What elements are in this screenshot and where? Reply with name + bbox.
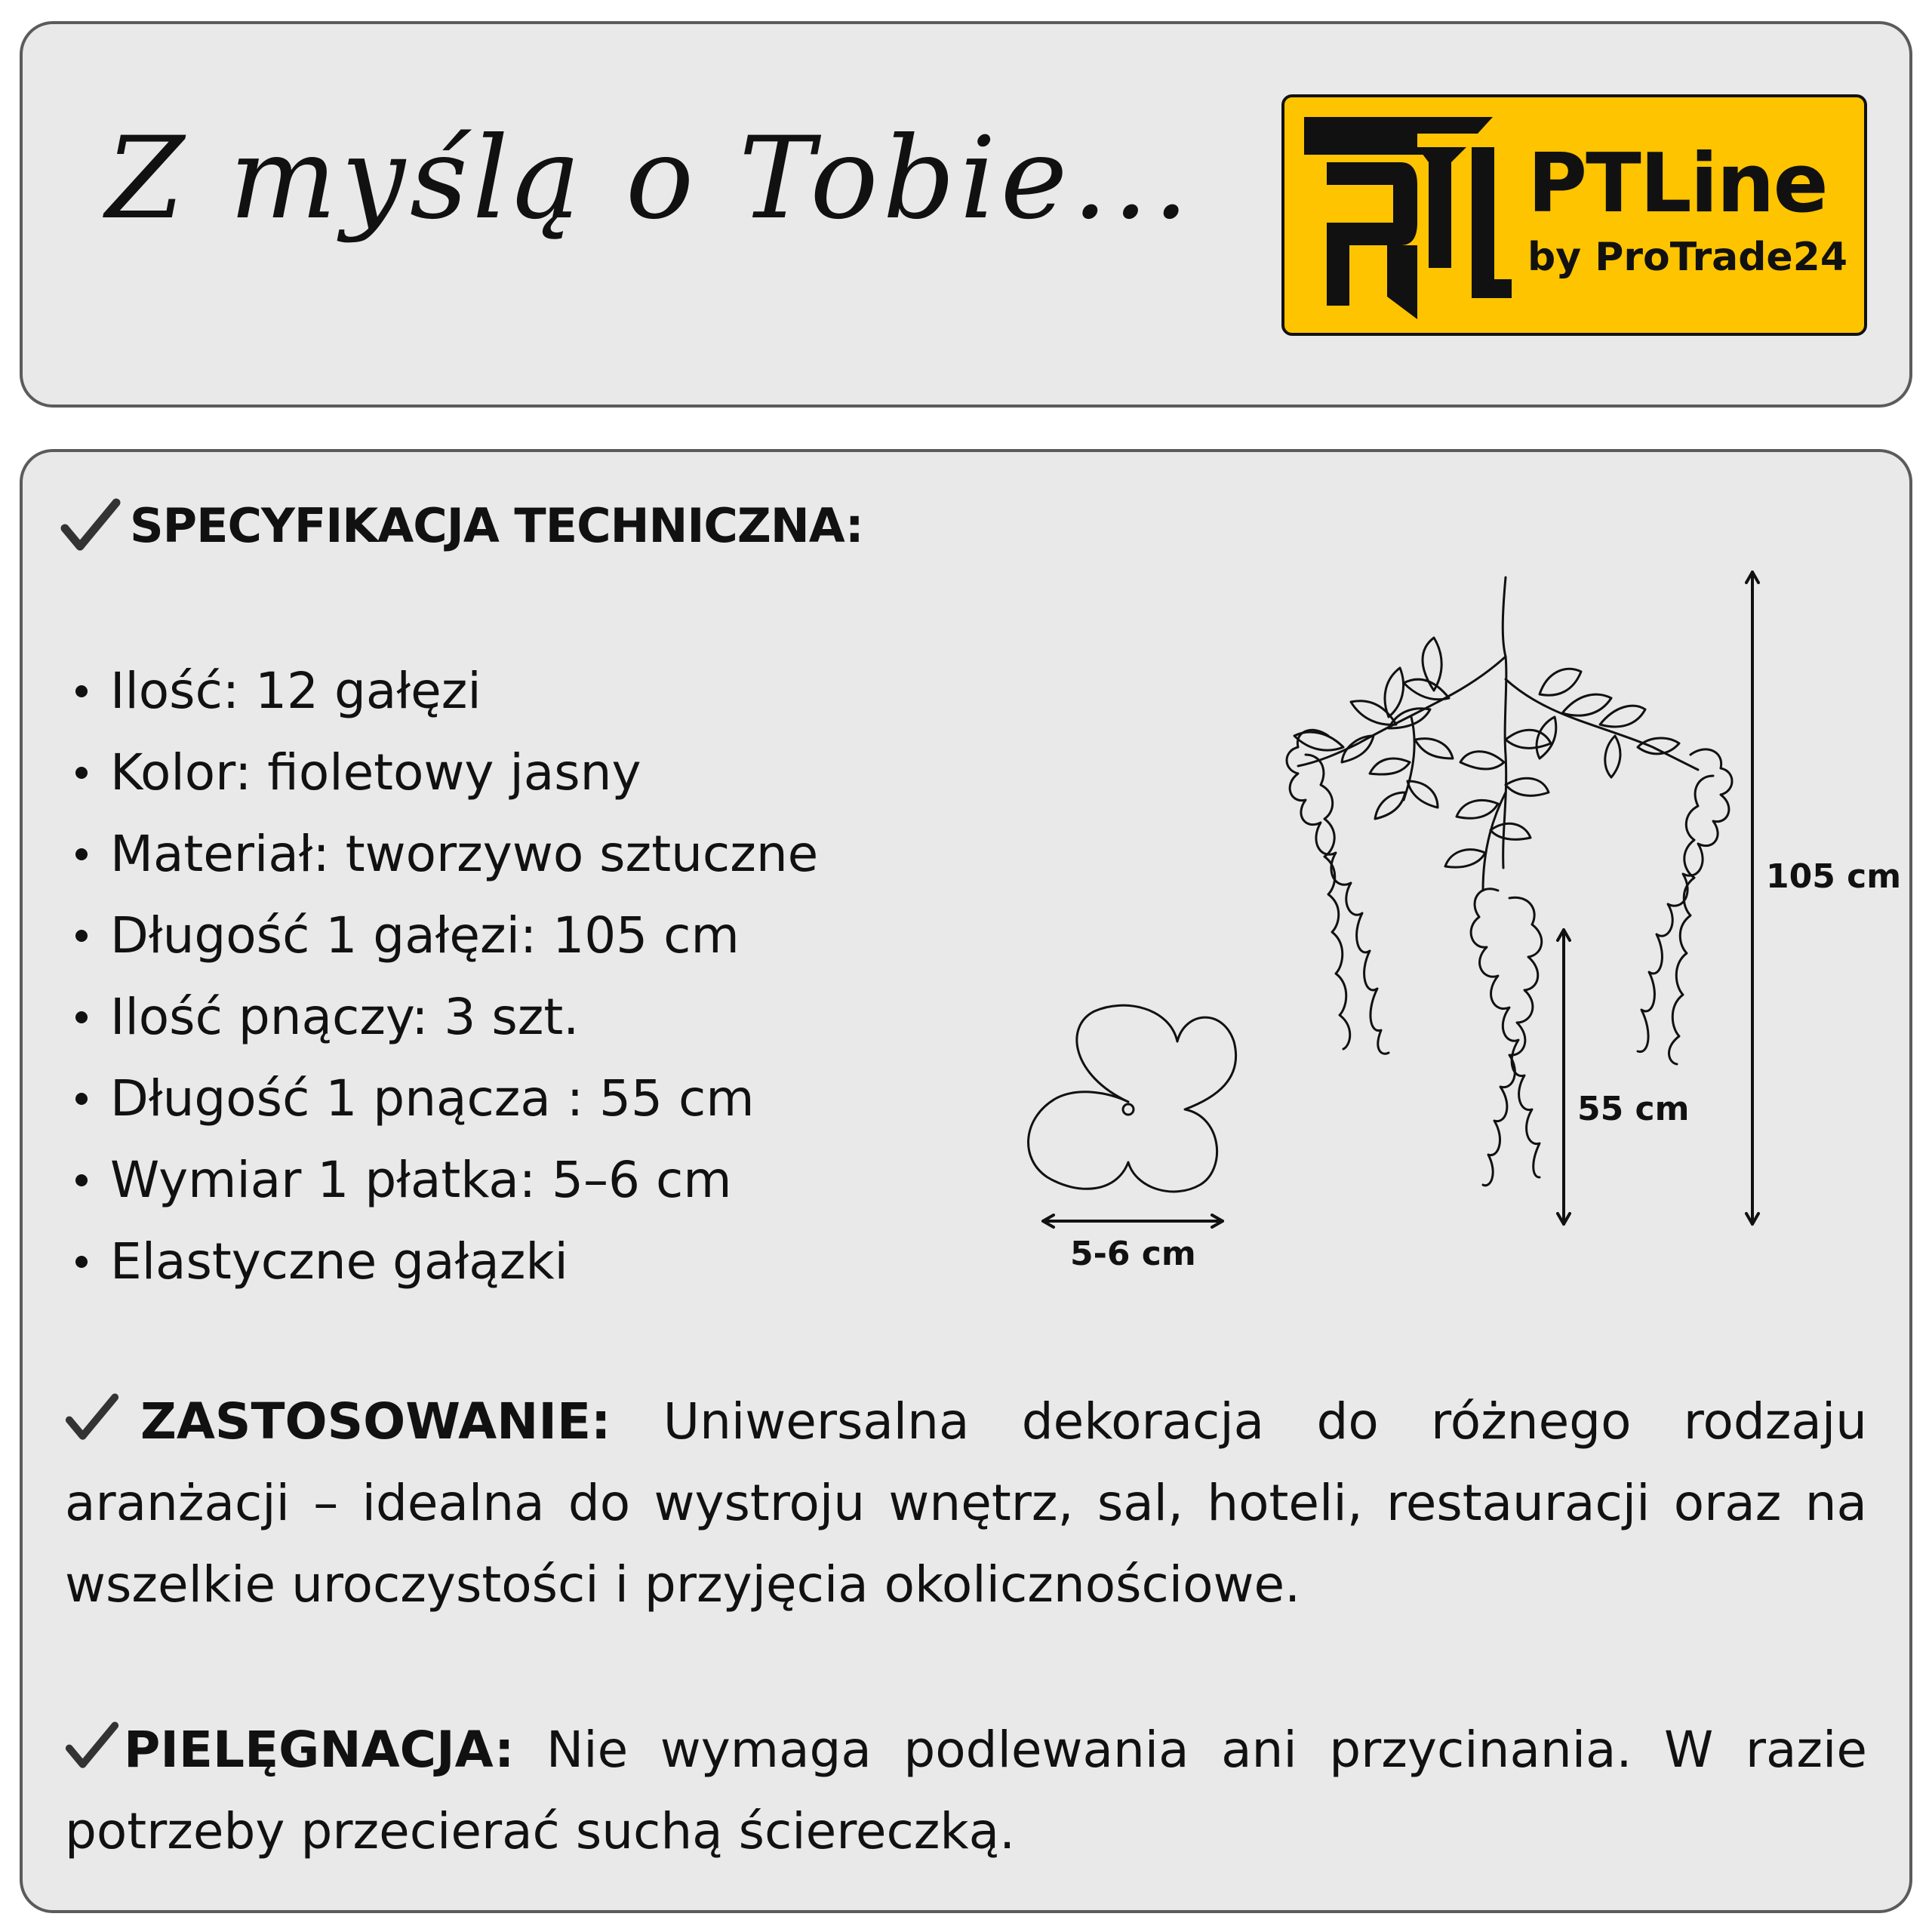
vine-length-label: 55 cm — [1577, 1090, 1690, 1128]
spec-item: Długość 1 pnącza : 55 cm — [75, 1058, 818, 1140]
logo-subtitle: by ProTrade24 — [1527, 235, 1848, 280]
usage-label: ZASTOSOWANIE: — [140, 1392, 611, 1451]
tagline: Z myślą o Tobie... — [106, 113, 1194, 245]
spec-item: Ilość: 12 gałęzi — [75, 651, 818, 732]
spec-item: Długość 1 gałęzi: 105 cm — [75, 895, 818, 977]
spec-item: Materiał: tworzywo sztuczne — [75, 814, 818, 895]
petal-illustration — [1029, 1005, 1236, 1192]
care-paragraph — [65, 1709, 1867, 1872]
spec-heading: SPECYFIKACJA TECHNICZNA: — [130, 498, 863, 553]
spec-item: Wymiar 1 płatka: 5–6 cm — [75, 1140, 818, 1221]
care-label: PIELĘGNACJA: — [124, 1721, 515, 1779]
spec-item: Kolor: fioletowy jasny — [75, 732, 818, 814]
petal-size-label: 5-6 cm — [1070, 1235, 1196, 1273]
usage-paragraph — [65, 1381, 1867, 1626]
usage-text: Uniwersalna dekoracja do różnego rodzaju aranżacji – idealna do wystroju wnętrz, sal, hoteli, restauracji oraz na wszelkie uroczystości i przyjęcia okolicznościowe. — [65, 1392, 1867, 1614]
spec-item: Elastyczne gałązki — [75, 1221, 818, 1303]
care-text: Nie wymaga podlewania ani przycinania. W razie potrzeby przecierać suchą ściereczką. — [65, 1721, 1867, 1860]
spec-item: Ilość pnączy: 3 szt. — [75, 977, 818, 1058]
logo-brand: PTLine — [1527, 137, 1827, 231]
check-icon — [65, 1721, 119, 1770]
check-icon — [65, 1393, 119, 1441]
branch-length-label: 105 cm — [1766, 857, 1902, 896]
